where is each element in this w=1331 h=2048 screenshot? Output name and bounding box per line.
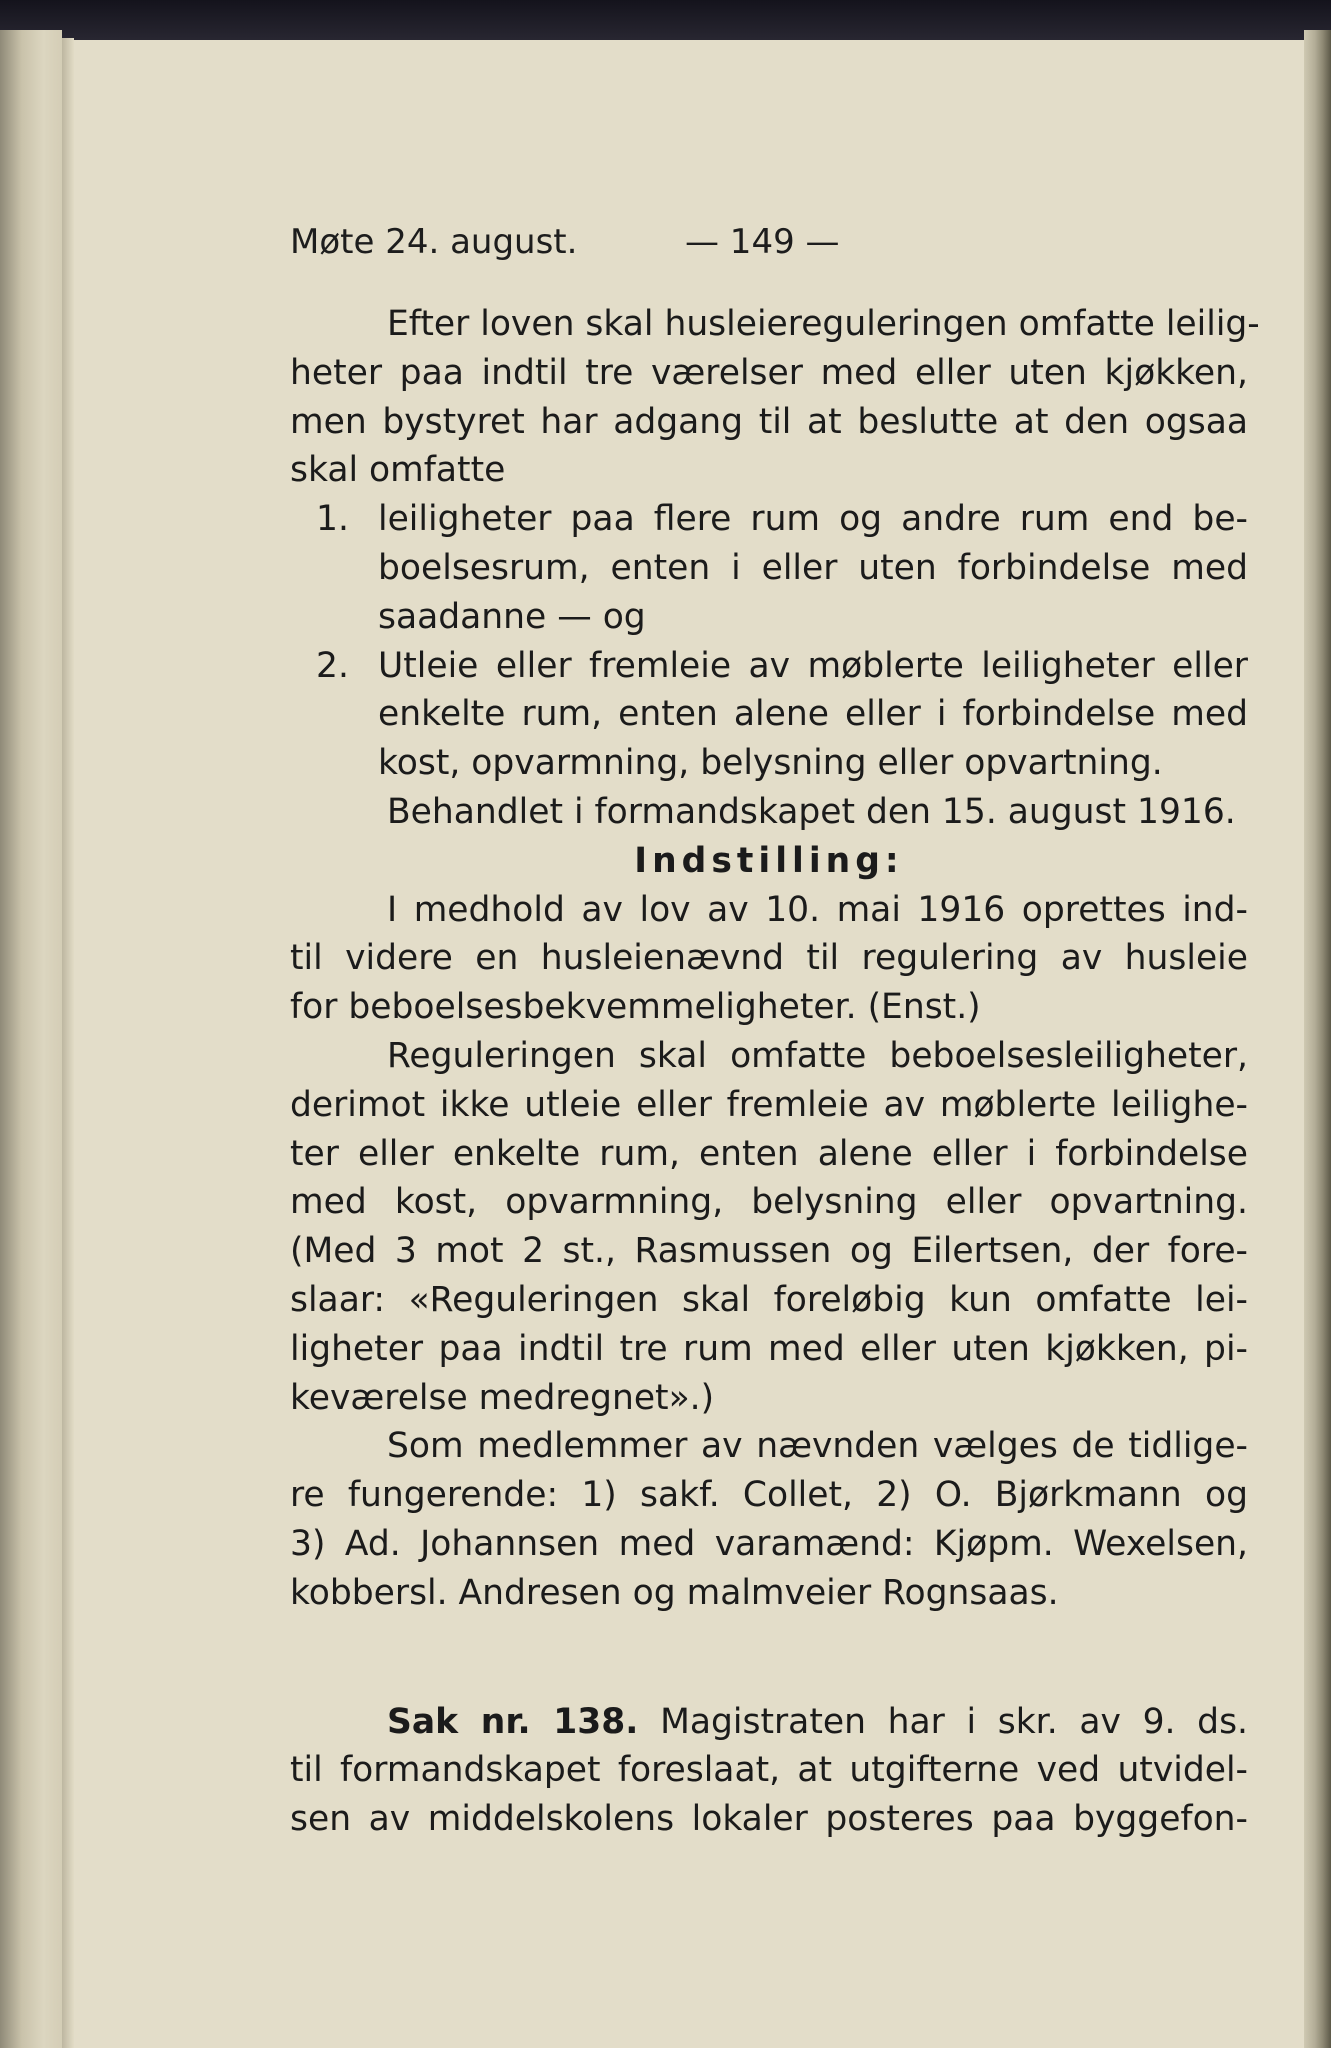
text-line: boelsesrum, enten i eller uten forbindelse med xyxy=(378,547,1248,588)
list-number: 2. xyxy=(316,645,349,686)
text-line: 3) Ad. Johannsen med varamænd: Kjøpm. Wexelsen, xyxy=(290,1523,1248,1564)
list-item-1 xyxy=(290,495,1248,641)
text-line: Reguleringen skal omfatte beboelsesleiligheter, xyxy=(387,1035,1248,1076)
section-gap xyxy=(290,1618,1248,1698)
text-line: ter eller enkelte rum, enten alene eller i forbindelse xyxy=(290,1133,1248,1174)
paragraph-loven xyxy=(290,300,1260,495)
text-line: Utleie eller fremleie av møblerte leiligheter eller xyxy=(378,645,1248,686)
text-line: re fungerende: 1) sakf. Collet, 2) O. Bjørkmann og xyxy=(290,1475,1248,1516)
list-number: 1. xyxy=(316,499,349,540)
text-line xyxy=(290,1698,1248,1747)
header-meeting-date: Møte 24. august. xyxy=(290,222,578,262)
indstilling-heading: Indstilling: xyxy=(634,840,904,881)
text-line: men bystyret har adgang til at beslutte at den ogsaa xyxy=(290,401,1248,442)
text-line: Som medlemmer av nævnden vælges de tidlige- xyxy=(387,1426,1248,1467)
scan-top-border xyxy=(0,0,1331,44)
text-line: for beboelsesbekvemmeligheter. (Enst.) xyxy=(290,987,981,1028)
list-item-2 xyxy=(290,642,1248,788)
page-body xyxy=(290,300,1260,1844)
sak-first-line: Magistraten har i skr. av 9. ds. xyxy=(660,1701,1249,1742)
book-spine xyxy=(0,30,62,2048)
text-line: slaar: «Reguleringen skal foreløbig kun omfatte lei- xyxy=(290,1279,1248,1320)
text-line: leiligheter paa flere rum og andre rum end be- xyxy=(378,499,1248,540)
text-line: ligheter paa indtil tre rum med eller uten kjøkken, pi- xyxy=(290,1328,1248,1369)
text-line: skal omfatte xyxy=(290,450,506,491)
text-line: (Med 3 mot 2 st., Rasmussen og Eilertsen, der fore- xyxy=(290,1231,1248,1272)
text-line: enkelte rum, enten alene eller i forbindelse med xyxy=(378,694,1248,735)
text-line: derimot ikke utleie eller fremleie av møblerte leilighe- xyxy=(290,1084,1248,1125)
running-header xyxy=(290,222,910,272)
paragraph-sak-138 xyxy=(290,1698,1248,1844)
paragraph-medhold xyxy=(290,886,1248,1032)
paragraph-medlemmer xyxy=(290,1422,1248,1617)
text-line: til videre en husleienævnd til regulering av husleie xyxy=(290,938,1248,979)
paragraph-regulering xyxy=(290,1032,1248,1422)
text-line: I medhold av lov av 10. mai 1916 oprettes ind- xyxy=(387,889,1248,930)
text-line: Efter loven skal husleiereguleringen omfatte leilig- xyxy=(387,304,1260,344)
page-number: — 149 — xyxy=(685,222,840,262)
page-edge-left xyxy=(62,38,74,2048)
text-line: med kost, opvarmning, belysning eller opvartning. xyxy=(290,1182,1248,1223)
text-line: kost, opvarmning, belysning eller opvartning. xyxy=(378,743,1163,784)
text-line: kobbersl. Andresen og malmveier Rognsaas. xyxy=(290,1572,1059,1613)
text-line: heter paa indtil tre værelser med eller uten kjøkken, xyxy=(290,352,1248,393)
text-line: til formandskapet foreslaat, at utgifterne ved utvidel- xyxy=(290,1750,1248,1791)
text-line: sen av middelskolens lokaler posteres paa byggefon- xyxy=(290,1799,1248,1840)
page-edge-right xyxy=(1304,30,1331,2048)
text-line: saadanne — og xyxy=(378,596,646,637)
behandlet-line: Behandlet i formandskapet den 15. august 1916. xyxy=(387,791,1236,832)
sak-label: Sak nr. 138. xyxy=(387,1701,639,1742)
text-line: keværelse medregnet».) xyxy=(290,1377,715,1418)
